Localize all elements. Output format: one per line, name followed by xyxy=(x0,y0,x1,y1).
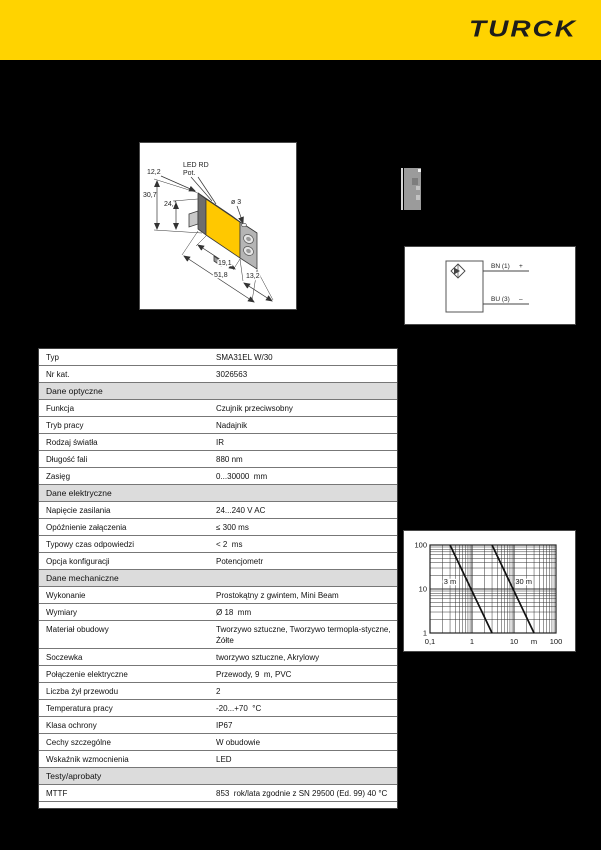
table-row xyxy=(39,502,397,519)
optical-sensor-icon xyxy=(451,264,465,278)
row-label: Soczewka xyxy=(46,653,83,662)
dim-height-outer-label: 30,7 xyxy=(143,192,157,199)
wiring-diagram-svg xyxy=(405,247,575,324)
y-tick-label: 1 xyxy=(422,628,427,638)
table-row xyxy=(39,683,397,700)
row-label: Długość fali xyxy=(46,455,88,464)
sensor-nose-face xyxy=(240,222,257,269)
table-row xyxy=(39,785,397,802)
chart-panel xyxy=(403,530,576,652)
wire-bn-sign: + xyxy=(519,263,523,270)
dim-height-inner-label: 24,1 xyxy=(164,201,178,208)
y-tick-label: 100 xyxy=(414,540,427,550)
row-value: SMA31EL W/30 xyxy=(216,353,273,362)
table-row xyxy=(39,621,397,649)
row-label: Napięcie zasilania xyxy=(46,506,111,515)
row-label: Opcja konfiguracji xyxy=(46,557,110,566)
table-section-row xyxy=(39,768,397,785)
row-value: Prostokątny z gwintem, Mini Beam xyxy=(216,591,339,600)
sensor-left-cap xyxy=(198,193,206,235)
row-value: W obudowie xyxy=(216,738,261,747)
table-section-row xyxy=(39,485,397,502)
spec-table xyxy=(38,348,398,809)
row-value: 24...240 V AC xyxy=(216,506,266,515)
table-row xyxy=(39,366,397,383)
table-row xyxy=(39,666,397,683)
row-label: Typ xyxy=(46,353,59,362)
table-row xyxy=(39,717,397,734)
thumbnail-detail xyxy=(416,186,420,190)
x-axis-unit-label: m xyxy=(530,637,538,646)
row-value: LED xyxy=(216,755,232,764)
table-row xyxy=(39,734,397,751)
table-row xyxy=(39,604,397,621)
section-label: Testy/aprobaty xyxy=(46,771,102,781)
table-row xyxy=(39,349,397,366)
row-value: < 2 ms xyxy=(216,540,243,549)
row-label: MTTF xyxy=(46,789,68,798)
dim-hole-label: ø 3 xyxy=(231,199,242,206)
row-value: Potencjometr xyxy=(216,557,264,566)
thumbnail-shadow xyxy=(412,178,418,185)
row-label: Funkcja xyxy=(46,404,75,413)
product-thumbnail xyxy=(404,168,421,210)
sensor-body xyxy=(189,193,257,269)
x-tick-label: 10 xyxy=(509,637,519,646)
row-label: Nr kat. xyxy=(46,370,70,379)
table-row xyxy=(39,519,397,536)
row-label: Zasięg xyxy=(46,472,71,481)
table-row xyxy=(39,434,397,451)
row-value: 880 nm xyxy=(216,455,243,464)
row-label: Typowy czas odpowiedzi xyxy=(46,540,135,549)
led-label: LED RD xyxy=(183,162,209,169)
product-drawing-svg xyxy=(140,143,296,309)
dim-bottom-inner-label: 19,1 xyxy=(218,260,232,267)
table-section-row xyxy=(39,383,397,400)
thumbnail-highlight xyxy=(418,169,421,172)
row-label: Klasa ochrony xyxy=(46,721,97,730)
mounting-tab xyxy=(189,211,198,227)
table-row xyxy=(39,451,397,468)
series-label: 3 m xyxy=(443,576,457,586)
row-label: Cechy szczególne xyxy=(46,738,111,747)
chart-svg xyxy=(404,531,575,651)
row-value: -20...+70 °C xyxy=(216,704,262,713)
section-label: Dane optyczne xyxy=(46,386,103,396)
sensor-hole xyxy=(242,223,247,226)
row-label: Tryb pracy xyxy=(46,421,84,430)
wire-bu-label: BU (3) xyxy=(491,296,510,303)
turck-logo: TURCK xyxy=(469,16,577,42)
row-label: Połączenie elektryczne xyxy=(46,670,128,679)
row-label: Liczba żył przewodu xyxy=(46,687,119,696)
row-label: Materiał obudowy xyxy=(46,625,109,634)
series-label: 30 m xyxy=(515,576,533,586)
table-row xyxy=(39,468,397,485)
header-bar xyxy=(0,0,601,60)
row-value: 0...30000 mm xyxy=(216,472,268,481)
pot-label: Pot. xyxy=(183,170,196,177)
wiring-diagram-panel xyxy=(404,246,576,325)
row-value: tworzywo sztuczne, Akrylowy xyxy=(216,653,320,662)
x-tick-label: 1 xyxy=(469,637,475,646)
thumbnail-detail xyxy=(416,195,420,200)
row-label: Wykonanie xyxy=(46,591,86,600)
table-section-row xyxy=(39,570,397,587)
sensor-symbol-box xyxy=(446,261,483,312)
row-value: Nadajnik xyxy=(216,421,248,430)
dim-bottom-outer-label: 51,8 xyxy=(214,272,228,279)
row-value: 3026563 xyxy=(216,370,248,379)
dim-top-width-label: 12,2 xyxy=(147,169,161,176)
product-drawing-panel xyxy=(139,142,297,310)
spec-table-body xyxy=(39,349,397,802)
table-row xyxy=(39,417,397,434)
sensor-front-face xyxy=(206,199,240,258)
row-value: ≤ 300 ms xyxy=(216,523,249,532)
table-row xyxy=(39,400,397,417)
table-row xyxy=(39,536,397,553)
row-value: Tworzywo sztuczne, Tworzywo termopla-styczne, Żółte xyxy=(216,625,393,645)
row-value: Czujnik przeciwsobny xyxy=(216,404,293,413)
dim-nose-width-label: 13,2 xyxy=(246,273,260,280)
table-row xyxy=(39,751,397,768)
row-value: Ø 18 mm xyxy=(216,608,252,617)
thumbnail-edge xyxy=(401,168,403,210)
section-label: Dane elektryczne xyxy=(46,488,112,498)
row-label: Rodzaj światła xyxy=(46,438,98,447)
table-row xyxy=(39,587,397,604)
table-row xyxy=(39,553,397,570)
row-value: IP67 xyxy=(216,721,233,730)
wire-bu-sign: – xyxy=(519,296,523,303)
x-tick-label: 100 xyxy=(549,637,563,646)
row-label: Temperatura pracy xyxy=(46,704,113,713)
table-row xyxy=(39,649,397,666)
row-value: 853 rok/lata zgodnie z SN 29500 (Ed. 99) 40 °C xyxy=(216,789,388,798)
row-label: Wskaźnik wzmocnienia xyxy=(46,755,129,764)
row-value: Przewody, 9 m, PVC xyxy=(216,670,292,679)
section-label: Dane mechaniczne xyxy=(46,573,119,583)
table-row xyxy=(39,700,397,717)
wire-bn-label: BN (1) xyxy=(491,263,510,270)
row-label: Wymiary xyxy=(46,608,78,617)
row-value: 2 xyxy=(216,687,221,696)
row-value: IR xyxy=(216,438,224,447)
x-tick-label: 0,1 xyxy=(424,637,436,646)
y-tick-label: 10 xyxy=(418,584,427,594)
row-label: Opóźnienie załączenia xyxy=(46,523,127,532)
